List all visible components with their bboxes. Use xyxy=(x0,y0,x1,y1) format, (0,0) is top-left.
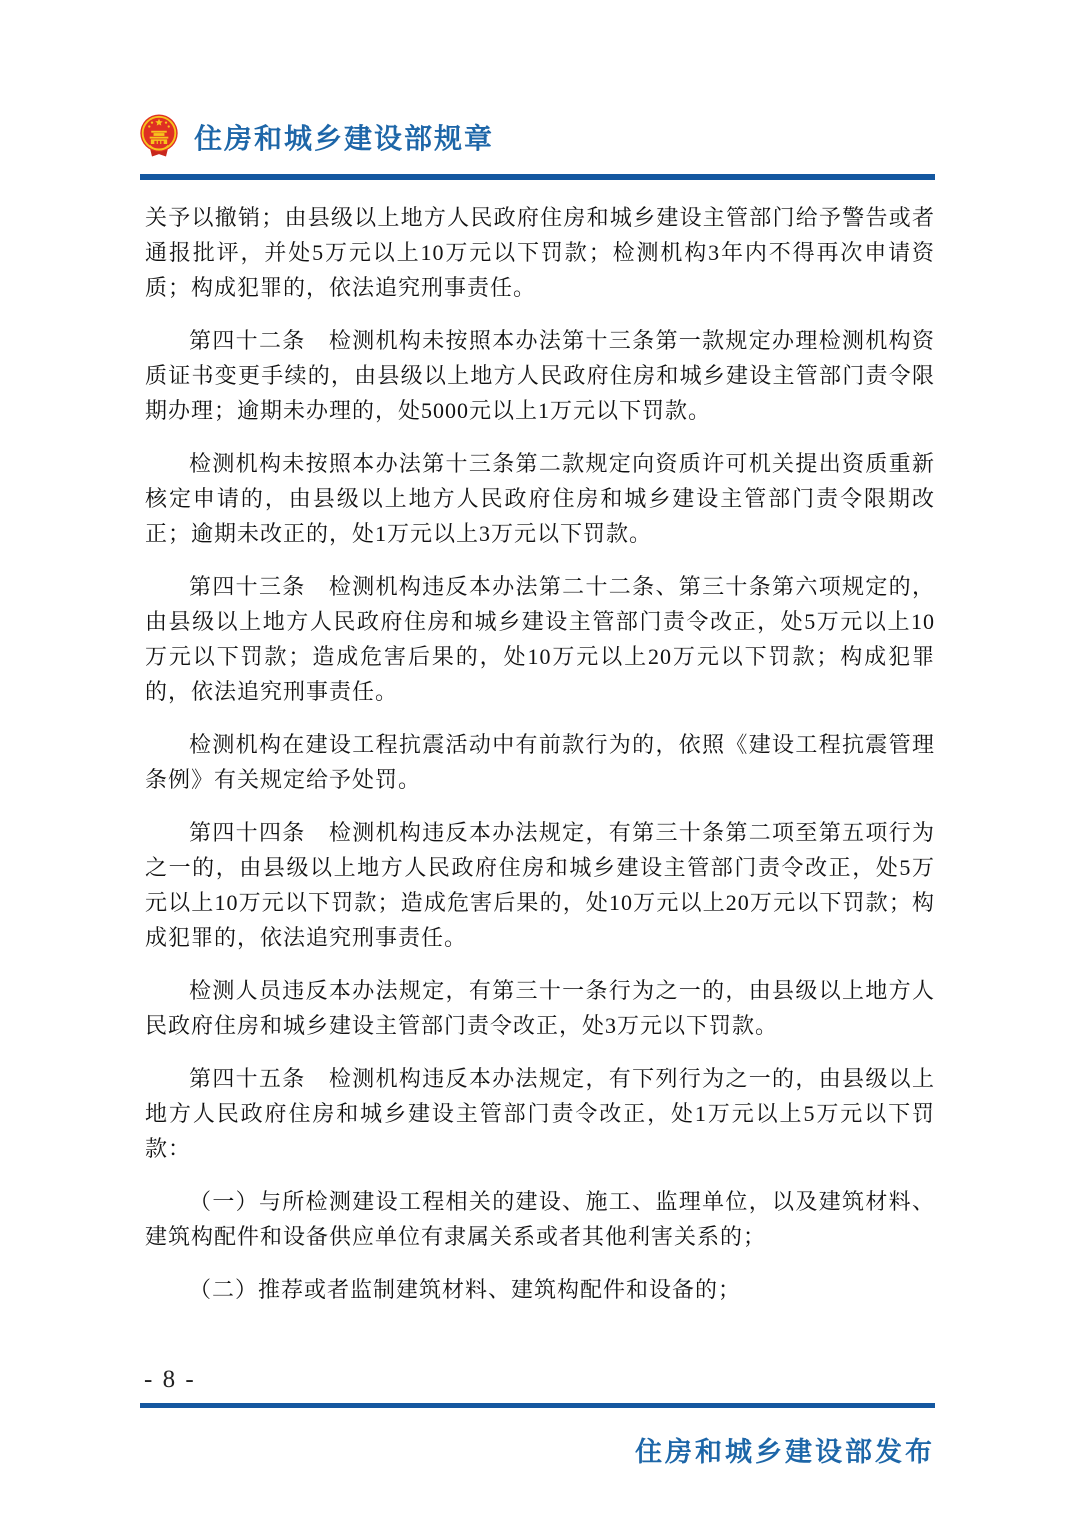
paragraph-item-2: （二）推荐或者监制建筑材料、建筑构配件和设备的； xyxy=(189,1277,742,1302)
publisher-label: 住房和城乡建设部发布 xyxy=(635,1437,935,1467)
header-row xyxy=(138,112,935,162)
paragraph-article-45: 第四十五条 检测机构违反本办法规定，有下列行为之一的，由县级以上地方人民政府住房和城乡建设主管部门责令改正，处1万元以上5万元以下罚款： xyxy=(145,1066,935,1161)
paragraph: 关予以撤销；由县级以上地方人民政府住房和城乡建设主管部门给予警告或者通报批评，并处5万元以上10万元以下罚款；检测机构3年内不得再次申请资质；构成犯罪的，依法追究刑事责任。 xyxy=(145,205,935,300)
page-number: - 8 - xyxy=(144,1366,196,1393)
paragraph: 检测机构在建设工程抗震活动中有前款行为的，依照《建设工程抗震管理条例》有关规定给予处罚。 xyxy=(145,732,935,792)
paragraph-article-44: 第四十四条 检测机构违反本办法规定，有第三十条第二项至第五项行为之一的，由县级以上地方人民政府住房和城乡建设主管部门责令改正，处5万元以上10万元以下罚款；造成危害后果的，处10万元以上20万元以下罚款；构成犯罪的，依法追究刑事责任。 xyxy=(145,820,935,950)
page-footer xyxy=(140,1366,935,1469)
header-divider xyxy=(140,174,935,180)
footer-divider xyxy=(140,1403,935,1408)
document-body xyxy=(145,200,935,1307)
paragraph: 检测人员违反本办法规定，有第三十一条行为之一的，由县级以上地方人民政府住房和城乡建设主管部门责令改正，处3万元以下罚款。 xyxy=(145,978,935,1038)
paragraph: 检测机构未按照本办法第十三条第二款规定向资质许可机关提出资质重新核定申请的，由县级以上地方人民政府住房和城乡建设主管部门责令限期改正；逾期未改正的，处1万元以上3万元以下罚款。 xyxy=(145,451,935,546)
header-title: 住房和城乡建设部规章 xyxy=(194,124,495,155)
page-header xyxy=(0,112,1080,180)
paragraph-article-42: 第四十二条 检测机构未按照本办法第十三条第一款规定办理检测机构资质证书变更手续的，由县级以上地方人民政府住房和城乡建设主管部门责令限期办理；逾期未办理的，处5000元以上1万元以下罚款。 xyxy=(145,328,935,423)
paragraph-item-1: （一）与所检测建设工程相关的建设、施工、监理单位，以及建筑材料、建筑构配件和设备供应单位有隶属关系或者其他利害关系的； xyxy=(145,1189,935,1249)
china-national-emblem-icon xyxy=(138,112,180,162)
paragraph-article-43: 第四十三条 检测机构违反本办法第二十二条、第三十条第六项规定的，由县级以上地方人民政府住房和城乡建设主管部门责令改正，处5万元以上10万元以下罚款；造成危害后果的，处10万元以上20万元以下罚款；构成犯罪的，依法追究刑事责任。 xyxy=(145,574,935,704)
